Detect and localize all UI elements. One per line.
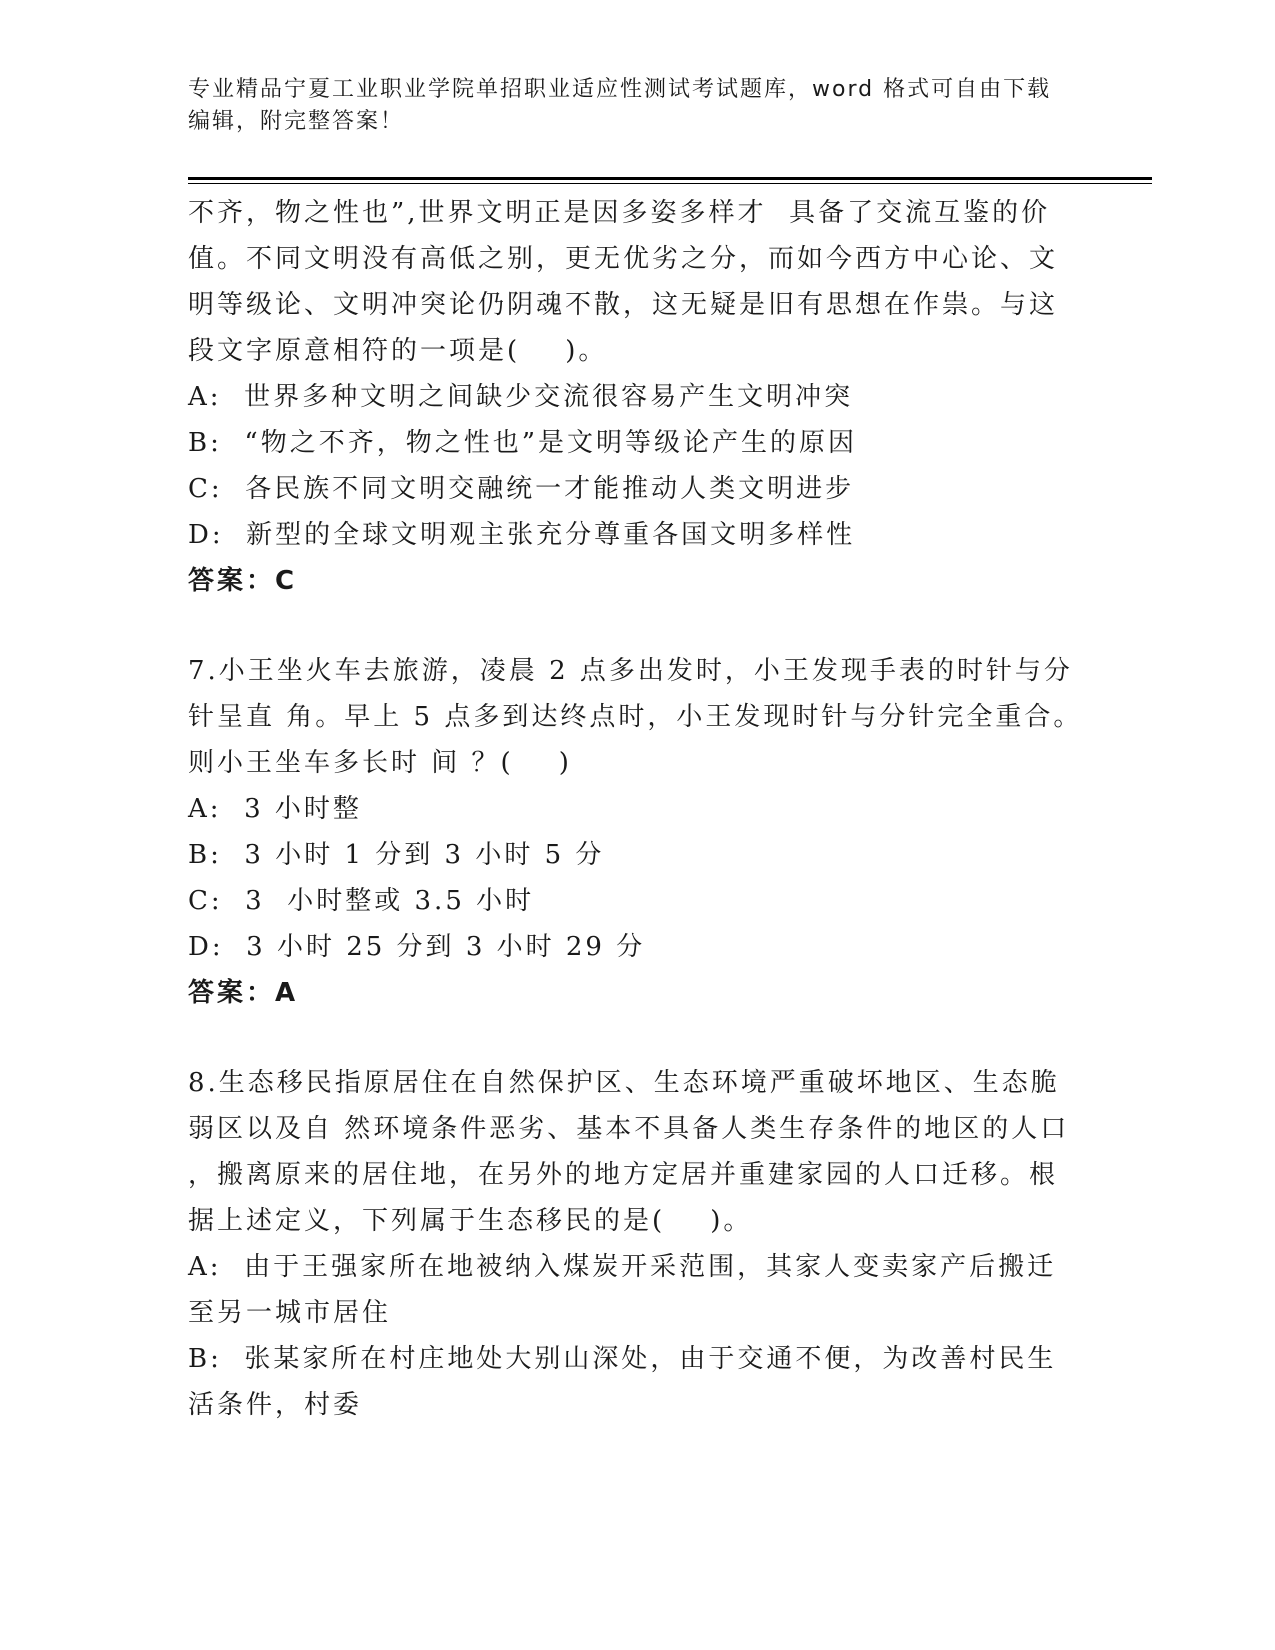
question-7-option-a: A: 3 小时整	[188, 794, 362, 824]
question-8-stem-line: ，搬离原来的居住地，在另外的地方定居并重建家园的人口迁移。根	[188, 1160, 1059, 1190]
question-7-option-d: D: 3 小时 25 分到 3 小时 29 分	[188, 932, 646, 962]
question-6-option-b: B: “物之不齐，物之性也”是文明等级论产生的原因	[188, 428, 857, 458]
question-6-stem-line: 不齐，物之性也”,世界文明正是因多姿多样才 具备了交流互鉴的价	[188, 198, 1051, 228]
spacer	[188, 1016, 1088, 1060]
question-6-stem-line: 明等级论、文明冲突论仍阴魂不散，这无疑是旧有思想在作祟。与这	[188, 290, 1059, 320]
header-rule-thick	[188, 177, 1152, 180]
question-7-option-c: C: 3 小时整或 3.5 小时	[188, 886, 535, 916]
question-6-option-a: A: 世界多种文明之间缺少交流很容易产生文明冲突	[188, 382, 854, 412]
question-6-option-d: D: 新型的全球文明观主张充分尊重各国文明多样性	[188, 520, 856, 550]
question-7-option-b: B: 3 小时 1 分到 3 小时 5 分	[188, 840, 605, 870]
question-7-stem-line: 7.小王坐火车去旅游，凌晨 2 点多出发时，小王发现手表的时针与分	[188, 656, 1073, 686]
page-header	[188, 74, 1088, 138]
header-rule-thin	[188, 183, 1152, 184]
question-8-stem-line: 8.生态移民指原居住在自然保护区、生态环境严重破坏地区、生态脆	[188, 1068, 1060, 1098]
question-8-stem-line: 弱区以及自 然环境条件恶劣、基本不具备人类生存条件的地区的人口	[188, 1114, 1070, 1144]
question-6	[188, 190, 1088, 604]
question-6-answer: 答案：C	[188, 566, 298, 596]
document-body	[188, 190, 1088, 1428]
question-8-stem-line: 据上述定义，下列属于生态移民的是( )。	[188, 1206, 753, 1236]
question-7-stem-line: 针呈直 角。早上 5 点多到达终点时，小王发现时针与分针完全重合。	[188, 702, 1083, 732]
question-8-option-a-continued: 至另一城市居住	[188, 1298, 392, 1328]
question-8	[188, 1060, 1088, 1428]
question-6-stem-line: 值。不同文明没有高低之别，更无优劣之分，而如今西方中心论、文	[188, 244, 1059, 274]
question-7-stem-line: 则小王坐车多长时 间 ？( )	[188, 748, 572, 778]
question-8-option-b-continued: 活条件，村委	[188, 1390, 363, 1420]
spacer	[188, 604, 1088, 648]
question-6-option-c: C: 各民族不同文明交融统一才能推动人类文明进步	[188, 474, 855, 504]
question-8-option-a: A: 由于王强家所在地被纳入煤炭开采范围，其家人变卖家产后搬迁	[188, 1252, 1057, 1282]
header-line-1: 专业精品宁夏工业职业学院单招职业适应性测试考试题库，word 格式可自由下载	[188, 77, 1052, 102]
question-6-stem-line: 段文字原意相符的一项是( )。	[188, 336, 608, 366]
header-line-2: 编辑，附完整答案！	[188, 109, 405, 134]
question-7	[188, 648, 1088, 1016]
question-7-answer: 答案：A	[188, 978, 299, 1008]
question-8-option-b: B: 张某家所在村庄地处大别山深处，由于交通不便，为改善村民生	[188, 1344, 1057, 1374]
